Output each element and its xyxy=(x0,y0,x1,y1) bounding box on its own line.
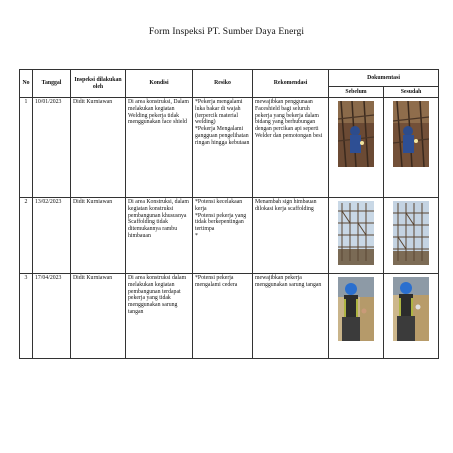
row-recommendation: mewajibkan penggunaan Faceshield bagi seluruh pekerja yang bekerja dalam bidang yang berhubungan dengan percikan api seperti Welder dan pemotongan besi xyxy=(253,98,329,198)
row-risk xyxy=(193,198,253,274)
row-risk xyxy=(193,98,253,198)
risk-item: *Potensi pekerja mengalami cedera xyxy=(195,275,238,288)
row-inspector: Didit Kurniawan xyxy=(71,274,126,359)
row-inspector: Didit Kurniawan xyxy=(71,98,126,198)
page-title: Form Inspeksi PT. Sumber Daya Energi xyxy=(148,27,305,37)
row-date: 10/01/2023 xyxy=(33,98,71,198)
header-rekomendasi: Rekomendasi xyxy=(253,70,329,98)
photo-after-cell xyxy=(384,98,439,198)
table-row xyxy=(20,274,439,359)
row-number: 3 xyxy=(20,274,33,359)
photo-before-cell xyxy=(329,198,384,274)
risk-item: *Pekerja mengalami luka bakar di wajah (terpercik material welding) xyxy=(195,99,243,126)
header-no: No xyxy=(20,70,33,98)
row-recommendation: mewajibkan pekerja menggunakan sarung tangan xyxy=(253,274,329,359)
welding-worker-photo xyxy=(338,101,374,167)
row-recommendation: Menambah sign himbauan dilokasi kerja scaffolding xyxy=(253,198,329,274)
table-row xyxy=(20,198,439,274)
risk-item: *Potensi pekerja yang tidak berkepentingan tertimpa xyxy=(195,212,247,233)
photo-after-cell xyxy=(384,274,439,359)
scaffolding-photo xyxy=(393,201,429,265)
table-row xyxy=(20,98,439,198)
header-resiko: Resiko xyxy=(193,70,253,98)
header-sebelum: Sebelum xyxy=(329,87,384,98)
photo-before-cell xyxy=(329,274,384,359)
row-number: 2 xyxy=(20,198,33,274)
row-date: 13/02/2023 xyxy=(33,198,71,274)
header-sesudah: Sesudah xyxy=(384,87,439,98)
welding-worker-photo xyxy=(393,101,429,167)
header-tanggal: Tanggal xyxy=(33,70,71,98)
row-risk xyxy=(193,274,253,359)
scaffolding-photo xyxy=(338,201,374,265)
inspection-table xyxy=(19,69,439,359)
risk-item: *Potensi kecelakaan kerja xyxy=(195,199,243,212)
header-inspeksi: Inspeksi dilakukan oleh xyxy=(71,70,126,98)
row-inspector: Didit Kurniawan xyxy=(71,198,126,274)
worker-gloves-photo xyxy=(393,277,429,341)
header-dokumentasi: Dokumentasi xyxy=(329,70,439,87)
row-condition: Di area Konstruksi, dalam kegiatan konstruksi pembangunan khususnya Scaffolding tidak ditemukannya rambu himbauan xyxy=(126,198,193,274)
row-condition: Di area konstruksi, Dalam melakukan kegiatan Welding pekerja tidak menggunakan face shield xyxy=(126,98,193,198)
photo-before-cell xyxy=(329,98,384,198)
photo-after-cell xyxy=(384,198,439,274)
row-condition: Di area konstruksi dalam melakukan kegiatan pembangunan terdapat pekerja yang tidak menggunakan sarung tangan xyxy=(126,274,193,359)
row-date: 17/04/2023 xyxy=(33,274,71,359)
risk-item: *Pekerja Mengalami gangguan pengelihatan ringan hingga kebutaan xyxy=(195,126,250,146)
header-kondisi: Kondisi xyxy=(126,70,193,98)
worker-no-gloves-photo xyxy=(338,277,374,341)
risk-item: * xyxy=(195,233,198,240)
row-number: 1 xyxy=(20,98,33,198)
